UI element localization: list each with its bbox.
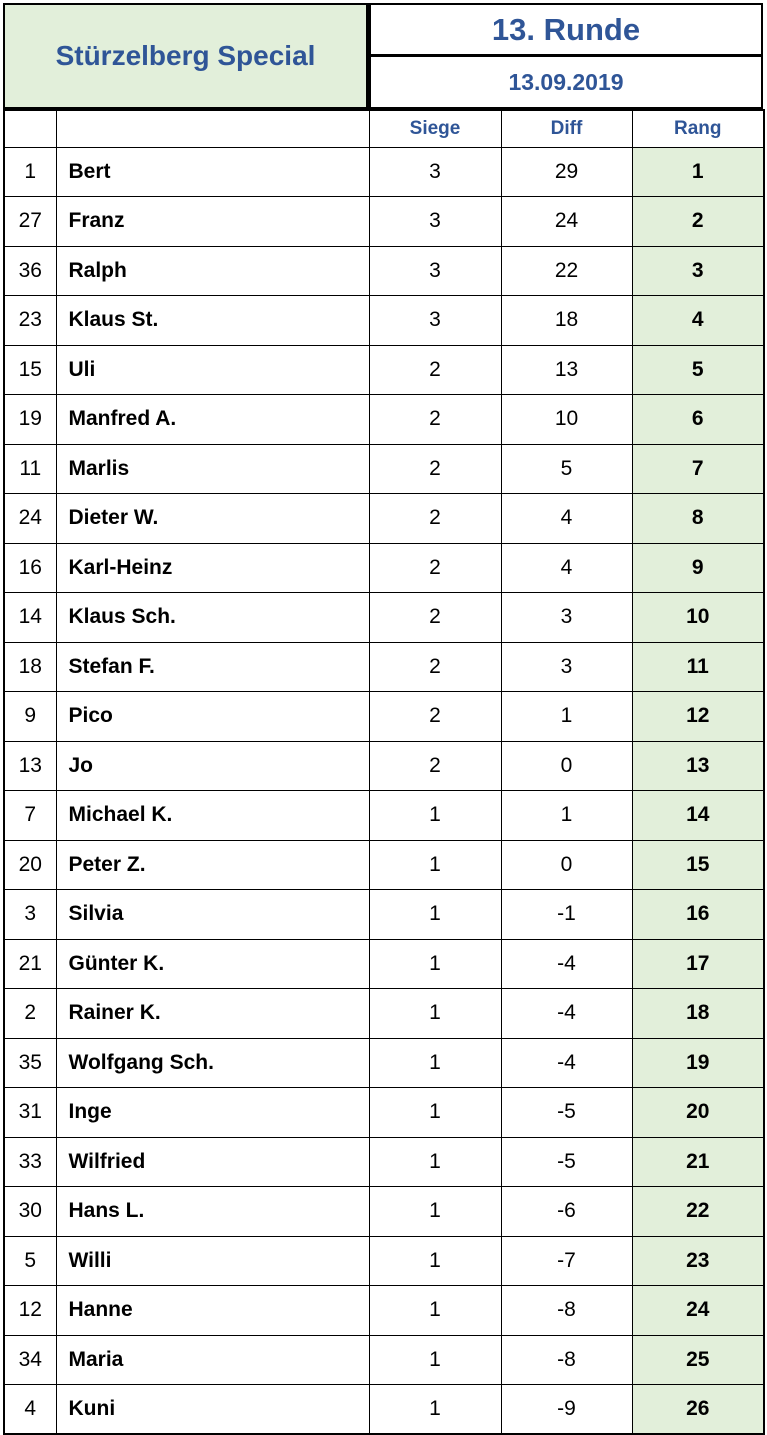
player-number-cell: 36 bbox=[4, 246, 56, 296]
column-header-diff: Diff bbox=[501, 110, 632, 147]
diff-cell: 10 bbox=[501, 395, 632, 445]
diff-cell: 4 bbox=[501, 494, 632, 544]
rang-cell: 24 bbox=[632, 1286, 764, 1336]
player-name-cell: Uli bbox=[56, 345, 369, 395]
table-row bbox=[4, 197, 764, 247]
player-number-cell: 12 bbox=[4, 1286, 56, 1336]
rang-cell: 13 bbox=[632, 741, 764, 791]
player-name-cell: Marlis bbox=[56, 444, 369, 494]
diff-cell: 0 bbox=[501, 741, 632, 791]
rang-cell: 7 bbox=[632, 444, 764, 494]
round-date: 13.09.2019 bbox=[368, 55, 763, 109]
rang-cell: 16 bbox=[632, 890, 764, 940]
siege-cell: 3 bbox=[369, 246, 501, 296]
player-name-cell: Klaus Sch. bbox=[56, 593, 369, 643]
standings-table bbox=[3, 109, 765, 1435]
player-name-cell: Jo bbox=[56, 741, 369, 791]
siege-cell: 3 bbox=[369, 197, 501, 247]
table-row bbox=[4, 1187, 764, 1237]
rang-cell: 4 bbox=[632, 296, 764, 346]
siege-cell: 1 bbox=[369, 791, 501, 841]
rang-cell: 20 bbox=[632, 1088, 764, 1138]
siege-cell: 1 bbox=[369, 1088, 501, 1138]
rang-cell: 1 bbox=[632, 147, 764, 197]
siege-cell: 2 bbox=[369, 593, 501, 643]
column-header-rang: Rang bbox=[632, 110, 764, 147]
player-name-cell: Inge bbox=[56, 1088, 369, 1138]
player-name-cell: Silvia bbox=[56, 890, 369, 940]
siege-cell: 2 bbox=[369, 741, 501, 791]
siege-cell: 2 bbox=[369, 494, 501, 544]
siege-cell: 1 bbox=[369, 1335, 501, 1385]
player-number-cell: 2 bbox=[4, 989, 56, 1039]
player-number-cell: 27 bbox=[4, 197, 56, 247]
siege-cell: 1 bbox=[369, 989, 501, 1039]
rang-cell: 8 bbox=[632, 494, 764, 544]
diff-cell: -8 bbox=[501, 1286, 632, 1336]
siege-cell: 2 bbox=[369, 395, 501, 445]
siege-cell: 2 bbox=[369, 444, 501, 494]
table-row bbox=[4, 1038, 764, 1088]
rang-cell: 21 bbox=[632, 1137, 764, 1187]
player-name-cell: Kuni bbox=[56, 1385, 369, 1435]
rang-cell: 23 bbox=[632, 1236, 764, 1286]
player-number-cell: 9 bbox=[4, 692, 56, 742]
rang-cell: 10 bbox=[632, 593, 764, 643]
player-name-cell: Wolfgang Sch. bbox=[56, 1038, 369, 1088]
player-number-cell: 33 bbox=[4, 1137, 56, 1187]
table-row bbox=[4, 939, 764, 989]
table-row bbox=[4, 692, 764, 742]
player-number-cell: 20 bbox=[4, 840, 56, 890]
table-row bbox=[4, 395, 764, 445]
table-row bbox=[4, 890, 764, 940]
siege-cell: 2 bbox=[369, 345, 501, 395]
diff-cell: -1 bbox=[501, 890, 632, 940]
rang-cell: 6 bbox=[632, 395, 764, 445]
player-number-cell: 7 bbox=[4, 791, 56, 841]
player-name-cell: Willi bbox=[56, 1236, 369, 1286]
player-name-cell: Klaus St. bbox=[56, 296, 369, 346]
diff-cell: -4 bbox=[501, 1038, 632, 1088]
player-number-cell: 14 bbox=[4, 593, 56, 643]
rang-cell: 2 bbox=[632, 197, 764, 247]
player-number-cell: 34 bbox=[4, 1335, 56, 1385]
siege-cell: 1 bbox=[369, 1038, 501, 1088]
table-row bbox=[4, 444, 764, 494]
rang-cell: 25 bbox=[632, 1335, 764, 1385]
table-row bbox=[4, 246, 764, 296]
player-name-cell: Hans L. bbox=[56, 1187, 369, 1237]
player-name-cell: Ralph bbox=[56, 246, 369, 296]
table-row bbox=[4, 494, 764, 544]
diff-cell: 18 bbox=[501, 296, 632, 346]
diff-cell: 22 bbox=[501, 246, 632, 296]
table-row bbox=[4, 147, 764, 197]
diff-cell: -4 bbox=[501, 989, 632, 1039]
diff-cell: -5 bbox=[501, 1137, 632, 1187]
table-row bbox=[4, 1088, 764, 1138]
header-row bbox=[4, 110, 764, 147]
siege-cell: 1 bbox=[369, 1236, 501, 1286]
rang-cell: 18 bbox=[632, 989, 764, 1039]
rang-cell: 3 bbox=[632, 246, 764, 296]
siege-cell: 1 bbox=[369, 939, 501, 989]
siege-cell: 1 bbox=[369, 890, 501, 940]
sheet-title: Stürzelberg Special bbox=[3, 3, 368, 109]
player-number-cell: 11 bbox=[4, 444, 56, 494]
siege-cell: 2 bbox=[369, 543, 501, 593]
round-label: 13. Runde bbox=[368, 3, 763, 56]
siege-cell: 1 bbox=[369, 1385, 501, 1435]
rang-cell: 12 bbox=[632, 692, 764, 742]
diff-cell: -5 bbox=[501, 1088, 632, 1138]
player-number-cell: 31 bbox=[4, 1088, 56, 1138]
table-row bbox=[4, 345, 764, 395]
player-number-cell: 18 bbox=[4, 642, 56, 692]
player-number-cell: 3 bbox=[4, 890, 56, 940]
diff-cell: 24 bbox=[501, 197, 632, 247]
table-row bbox=[4, 543, 764, 593]
player-name-cell: Wilfried bbox=[56, 1137, 369, 1187]
siege-cell: 2 bbox=[369, 642, 501, 692]
table-row bbox=[4, 642, 764, 692]
player-name-cell: Michael K. bbox=[56, 791, 369, 841]
player-number-cell: 13 bbox=[4, 741, 56, 791]
player-number-cell: 16 bbox=[4, 543, 56, 593]
rang-cell: 19 bbox=[632, 1038, 764, 1088]
diff-cell: 4 bbox=[501, 543, 632, 593]
diff-cell: -7 bbox=[501, 1236, 632, 1286]
table-row bbox=[4, 1385, 764, 1435]
diff-cell: -6 bbox=[501, 1187, 632, 1237]
player-name-cell: Manfred A. bbox=[56, 395, 369, 445]
table-row bbox=[4, 593, 764, 643]
column-header-siege: Siege bbox=[369, 110, 501, 147]
player-name-cell: Pico bbox=[56, 692, 369, 742]
player-name-cell: Stefan F. bbox=[56, 642, 369, 692]
column-header-nr bbox=[4, 110, 56, 147]
siege-cell: 1 bbox=[369, 1286, 501, 1336]
player-number-cell: 30 bbox=[4, 1187, 56, 1237]
rang-cell: 22 bbox=[632, 1187, 764, 1237]
rang-cell: 26 bbox=[632, 1385, 764, 1435]
table-row bbox=[4, 296, 764, 346]
diff-cell: 1 bbox=[501, 791, 632, 841]
diff-cell: 13 bbox=[501, 345, 632, 395]
player-number-cell: 1 bbox=[4, 147, 56, 197]
player-number-cell: 5 bbox=[4, 1236, 56, 1286]
diff-cell: 0 bbox=[501, 840, 632, 890]
table-row bbox=[4, 1286, 764, 1336]
player-number-cell: 15 bbox=[4, 345, 56, 395]
player-name-cell: Maria bbox=[56, 1335, 369, 1385]
diff-cell: -8 bbox=[501, 1335, 632, 1385]
diff-cell: -4 bbox=[501, 939, 632, 989]
diff-cell: 29 bbox=[501, 147, 632, 197]
rang-cell: 15 bbox=[632, 840, 764, 890]
table-row bbox=[4, 1137, 764, 1187]
player-number-cell: 21 bbox=[4, 939, 56, 989]
siege-cell: 1 bbox=[369, 1187, 501, 1237]
player-number-cell: 19 bbox=[4, 395, 56, 445]
table-row bbox=[4, 989, 764, 1039]
siege-cell: 3 bbox=[369, 296, 501, 346]
diff-cell: 3 bbox=[501, 642, 632, 692]
table-row bbox=[4, 840, 764, 890]
diff-cell: 1 bbox=[501, 692, 632, 742]
player-number-cell: 24 bbox=[4, 494, 56, 544]
player-name-cell: Hanne bbox=[56, 1286, 369, 1336]
player-number-cell: 23 bbox=[4, 296, 56, 346]
player-number-cell: 4 bbox=[4, 1385, 56, 1435]
table-row bbox=[4, 741, 764, 791]
table-row bbox=[4, 1335, 764, 1385]
player-name-cell: Franz bbox=[56, 197, 369, 247]
siege-cell: 3 bbox=[369, 147, 501, 197]
player-name-cell: Bert bbox=[56, 147, 369, 197]
rang-cell: 17 bbox=[632, 939, 764, 989]
siege-cell: 1 bbox=[369, 840, 501, 890]
player-name-cell: Günter K. bbox=[56, 939, 369, 989]
siege-cell: 1 bbox=[369, 1137, 501, 1187]
rang-cell: 11 bbox=[632, 642, 764, 692]
player-name-cell: Dieter W. bbox=[56, 494, 369, 544]
player-name-cell: Rainer K. bbox=[56, 989, 369, 1039]
rang-cell: 14 bbox=[632, 791, 764, 841]
player-number-cell: 35 bbox=[4, 1038, 56, 1088]
diff-cell: 3 bbox=[501, 593, 632, 643]
column-header-name bbox=[56, 110, 369, 147]
rang-cell: 5 bbox=[632, 345, 764, 395]
diff-cell: 5 bbox=[501, 444, 632, 494]
diff-cell: -9 bbox=[501, 1385, 632, 1435]
player-name-cell: Karl-Heinz bbox=[56, 543, 369, 593]
rang-cell: 9 bbox=[632, 543, 764, 593]
table-row bbox=[4, 1236, 764, 1286]
siege-cell: 2 bbox=[369, 692, 501, 742]
table-row bbox=[4, 791, 764, 841]
player-name-cell: Peter Z. bbox=[56, 840, 369, 890]
